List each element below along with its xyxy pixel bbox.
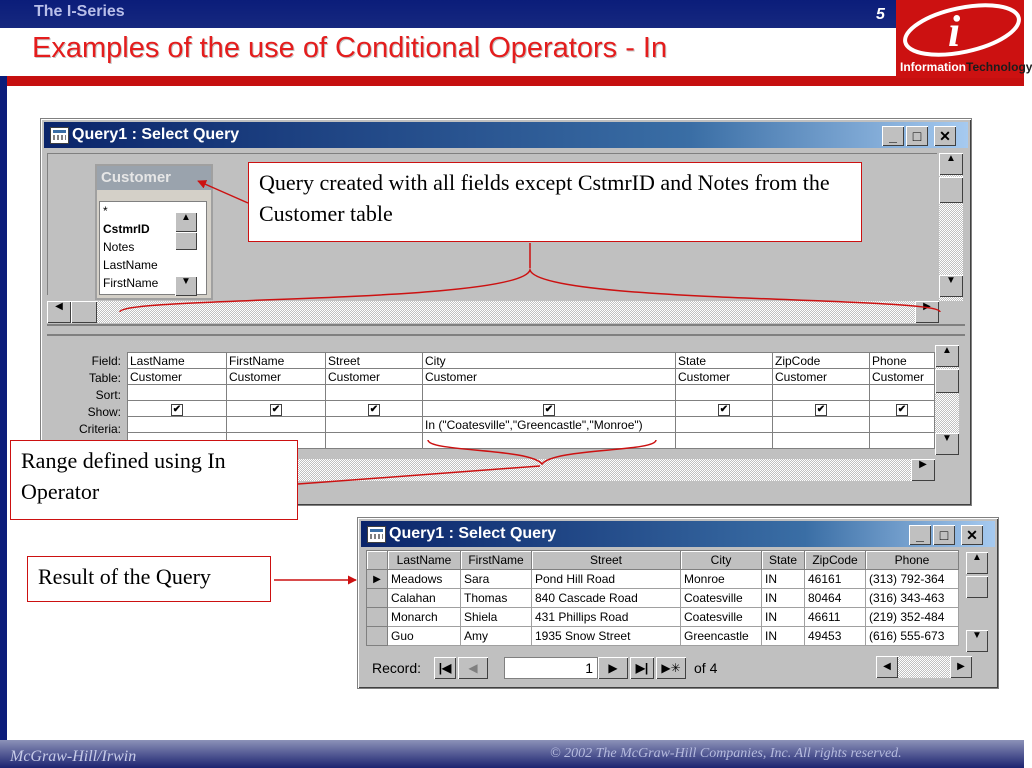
cell[interactable]: Guo (388, 627, 461, 646)
column-header[interactable]: City (681, 551, 762, 570)
table-cell[interactable]: Customer (326, 369, 423, 385)
cell[interactable]: (616) 555-673 (866, 627, 959, 646)
copyright-label: © 2002 The McGraw-Hill Companies, Inc. All rights reserved. (550, 746, 902, 761)
cell[interactable]: Sara (461, 570, 532, 589)
row-label-sort: Sort: (95, 388, 121, 402)
column-header[interactable]: Street (532, 551, 681, 570)
range-defined-callout: Range defined using In Operator (10, 440, 298, 520)
scroll-left-button[interactable]: ◀ (47, 301, 71, 323)
record-number-input[interactable]: 1 (504, 657, 598, 679)
slide-number: 5 (876, 6, 885, 23)
previous-record-button[interactable]: ◀ (458, 657, 488, 679)
cell[interactable]: 840 Cascade Road (532, 589, 681, 608)
cell[interactable]: Monroe (681, 570, 762, 589)
column-header[interactable]: FirstName (461, 551, 532, 570)
grid-scroll-down[interactable]: ▼ (935, 433, 959, 455)
table-cell[interactable]: Customer (227, 369, 326, 385)
field-item[interactable]: CstmrID (103, 222, 150, 236)
scroll-down-button[interactable]: ▼ (939, 275, 963, 297)
series-label: The I-Series (34, 3, 125, 20)
show-checkbox[interactable]: ✔ (719, 404, 729, 415)
column-header[interactable]: ZipCode (805, 551, 866, 570)
cell[interactable]: IN (762, 608, 805, 627)
field-cell[interactable]: City (423, 353, 676, 369)
cell[interactable]: 1935 Snow Street (532, 627, 681, 646)
list-scroll-down[interactable]: ▼ (175, 276, 197, 296)
new-record-button[interactable]: ▶✳ (656, 657, 686, 679)
cell[interactable]: (219) 352-484 (866, 608, 959, 627)
cell[interactable]: Meadows (388, 570, 461, 589)
scroll-up-button[interactable]: ▲ (939, 153, 963, 175)
result-callout: Result of the Query (27, 556, 271, 602)
show-checkbox[interactable]: ✔ (816, 404, 826, 415)
show-checkbox[interactable]: ✔ (897, 404, 907, 415)
cell[interactable]: Shiela (461, 608, 532, 627)
logo-wordmark: InformationTechnology (900, 60, 1032, 74)
minimize-button[interactable]: _ (909, 525, 931, 545)
datasheet-scroll-down[interactable]: ▼ (966, 630, 988, 652)
design-window-title: Query1 : Select Query (72, 126, 240, 143)
field-cell[interactable]: State (676, 353, 773, 369)
column-header[interactable]: State (762, 551, 805, 570)
maximize-button[interactable]: □ (933, 525, 955, 545)
svg-text:i: i (948, 7, 961, 56)
row-label-criteria: Criteria: (78, 422, 121, 436)
cell[interactable]: 46161 (805, 570, 866, 589)
field-cell[interactable]: ZipCode (773, 353, 870, 369)
cell[interactable]: Coatesville (681, 589, 762, 608)
first-record-button[interactable]: |◀ (434, 657, 456, 679)
cell[interactable]: (313) 792-364 (866, 570, 959, 589)
close-button[interactable]: ✕ (934, 126, 956, 146)
row-label-field: Field: (91, 354, 121, 368)
slide-title: Examples of the use of Conditional Operators - In (32, 32, 668, 64)
record-count: of 4 (694, 660, 718, 676)
cell[interactable]: Calahan (388, 589, 461, 608)
show-checkbox[interactable]: ✔ (369, 404, 379, 415)
column-header[interactable]: LastName (388, 551, 461, 570)
record-label: Record: (372, 660, 422, 676)
cell[interactable]: 431 Phillips Road (532, 608, 681, 627)
field-item[interactable]: FirstName (103, 276, 159, 290)
cell[interactable]: IN (762, 589, 805, 608)
maximize-button[interactable]: □ (906, 126, 928, 146)
cell[interactable]: Coatesville (681, 608, 762, 627)
table-cell[interactable]: Customer (128, 369, 227, 385)
datasheet-scroll-up[interactable]: ▲ (966, 552, 988, 574)
field-cell[interactable]: LastName (128, 353, 227, 369)
cell[interactable]: 80464 (805, 589, 866, 608)
cell[interactable]: (316) 343-463 (866, 589, 959, 608)
close-button[interactable]: ✕ (961, 525, 983, 545)
scroll-right-button[interactable]: ▶ (915, 301, 939, 323)
field-item[interactable]: LastName (103, 258, 158, 272)
field-item[interactable]: Notes (103, 240, 135, 254)
current-record-indicator[interactable]: ▶ (367, 570, 388, 589)
show-checkbox[interactable]: ✔ (271, 404, 281, 415)
show-checkbox[interactable]: ✔ (172, 404, 182, 415)
last-record-button[interactable]: ▶| (630, 657, 654, 679)
field-item[interactable]: * (103, 204, 108, 218)
criteria-cell-city[interactable]: In ("Coatesville","Greencastle","Monroe") (423, 417, 676, 433)
publisher-label: McGraw-Hill/Irwin (10, 748, 137, 765)
next-record-button[interactable]: ▶ (598, 657, 628, 679)
field-cell[interactable]: Phone (870, 353, 935, 369)
cell[interactable]: Thomas (461, 589, 532, 608)
cell[interactable]: 46611 (805, 608, 866, 627)
cell[interactable]: Pond Hill Road (532, 570, 681, 589)
cell[interactable]: IN (762, 570, 805, 589)
query-created-callout: Query created with all fields except CstmrID and Notes from the Customer table (248, 162, 862, 242)
column-header[interactable]: Phone (866, 551, 959, 570)
list-scroll-up[interactable]: ▲ (175, 212, 197, 232)
cell[interactable]: IN (762, 627, 805, 646)
cell[interactable]: Amy (461, 627, 532, 646)
result-window-title: Query1 : Select Query (389, 525, 557, 542)
table-cell[interactable]: Customer (423, 369, 676, 385)
field-list-title: Customer (97, 166, 211, 190)
row-label-table: Table: (88, 371, 121, 385)
cell[interactable]: Greencastle (681, 627, 762, 646)
table-cell[interactable]: Customer (676, 369, 773, 385)
minimize-button[interactable]: _ (882, 126, 904, 146)
datasheet-scroll-right[interactable]: ▶ (950, 656, 972, 678)
table-cell[interactable]: Customer (870, 369, 935, 385)
datasheet-scroll-left[interactable]: ◀ (876, 656, 898, 678)
cell[interactable]: Monarch (388, 608, 461, 627)
field-cell[interactable]: FirstName (227, 353, 326, 369)
table-cell[interactable]: Customer (773, 369, 870, 385)
grid-scroll-right[interactable]: ▶ (911, 459, 935, 481)
show-checkbox[interactable]: ✔ (544, 404, 554, 415)
field-cell[interactable]: Street (326, 353, 423, 369)
cell[interactable]: 49453 (805, 627, 866, 646)
grid-scroll-up[interactable]: ▲ (935, 345, 959, 367)
row-label-show: Show: (87, 405, 121, 419)
